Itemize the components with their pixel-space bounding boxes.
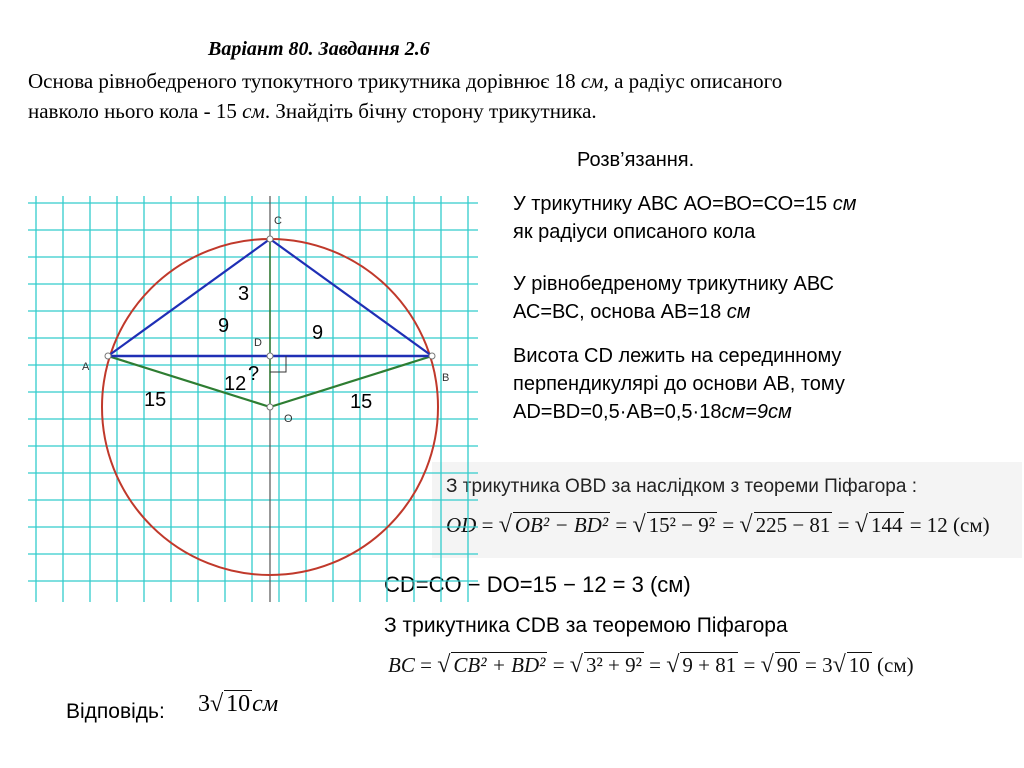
variant-heading: Варіант 80. Завдання 2.6 <box>208 38 430 60</box>
label-do: 12 <box>224 373 247 395</box>
solution-step-1 <box>513 190 856 246</box>
formula-unit: (см) <box>877 653 914 677</box>
radicand: 15² − 9² <box>648 513 716 537</box>
point-c-label: C <box>274 215 282 227</box>
bc-formula: BC = √ CB² + BD² = √ 3² + 9² = √ 9 + 81 = √ 90 = 3√ 10 (см) <box>388 652 914 678</box>
solution-title: Розв’язання. <box>577 149 695 171</box>
radicand: OB² − BD² <box>514 513 609 537</box>
grid <box>28 196 478 602</box>
formula-lhs: OD <box>446 513 477 537</box>
point-o-label: O <box>284 413 293 425</box>
point-b-label: B <box>442 372 450 384</box>
cd-formula: CD=CO − DO=15 − 12 = 3 (см) <box>384 572 691 597</box>
label-ao: 15 <box>144 389 167 411</box>
point-a-dot <box>105 353 111 359</box>
problem-text: . Знайдіть бічну сторону трикутника. <box>264 99 597 123</box>
formula-result: = 12 (см) <box>909 513 990 537</box>
geometry-figure <box>28 196 478 602</box>
point-d-dot <box>267 353 273 359</box>
answer-label: Відповідь: <box>66 700 165 723</box>
obd-theorem-label: З трикутника OBD за наслідком з теореми Піфагора : <box>446 476 917 497</box>
step-text: Висота CD лежить на серединному <box>513 345 842 367</box>
radicand: 225 − 81 <box>755 513 831 537</box>
step-text: У трикутнику АВС АО=ВО=СО=15 <box>513 193 833 215</box>
step-unit: см <box>726 301 751 323</box>
step-unit: см <box>832 193 857 215</box>
step-text: перпендикулярі до основи АВ, тому <box>513 373 845 395</box>
point-a-label: A <box>82 361 90 373</box>
radicand: CB² + BD² <box>453 653 546 677</box>
step-text: як радіуси описаного кола <box>513 221 756 243</box>
problem-unit: см <box>242 99 265 123</box>
od-formula: OD = √ OB² − BD² = √ 15² − 9² = √ 225 − 81 = √ 144 = 12 (см) <box>446 512 990 538</box>
radicand: 9 + 81 <box>682 653 737 677</box>
point-b-dot <box>429 353 435 359</box>
point-c-dot <box>267 236 273 242</box>
problem-text: Основа рівнобедреного тупокутного трикутника дорівнює 18 <box>28 69 581 93</box>
answer-value: 3√ 10см <box>198 691 279 717</box>
answer-unit: см <box>252 691 279 717</box>
label-bd: 9 <box>312 322 324 344</box>
point-d-label: D <box>254 337 262 349</box>
problem-statement <box>28 66 1008 126</box>
label-bo: 15 <box>350 391 373 413</box>
problem-unit: см <box>580 69 604 93</box>
label-ad: 9 <box>218 315 230 337</box>
point-o-dot <box>267 404 273 410</box>
problem-text: навколо нього кола - 15 <box>28 99 243 123</box>
problem-text: , а радіус описаного <box>603 69 783 93</box>
radicand: 144 <box>870 513 903 537</box>
label-cd: 3 <box>238 283 250 305</box>
formula-lhs: BC <box>388 653 415 677</box>
radicand: 3² + 9² <box>585 653 642 677</box>
formula-result: = 3 <box>805 653 833 677</box>
solution-step-2 <box>513 270 834 326</box>
step-text: У рівнобедреному трикутнику АВС <box>513 273 834 295</box>
step-text: АС=ВС, основа АВ=18 <box>513 301 727 323</box>
answer-coef: 3 <box>198 691 210 717</box>
label-do-question: ? <box>248 363 260 385</box>
cdb-theorem-label: З трикутника CDB за теоремою Піфагора <box>384 614 788 637</box>
radicand: 10 <box>848 653 870 677</box>
step-text: AD=BD=0,5·AB=0,5·18 <box>513 401 722 423</box>
step-unit: см=9см <box>721 401 792 423</box>
answer-radicand: 10 <box>226 691 251 717</box>
radicand: 90 <box>776 653 798 677</box>
solution-step-3 <box>513 342 845 426</box>
